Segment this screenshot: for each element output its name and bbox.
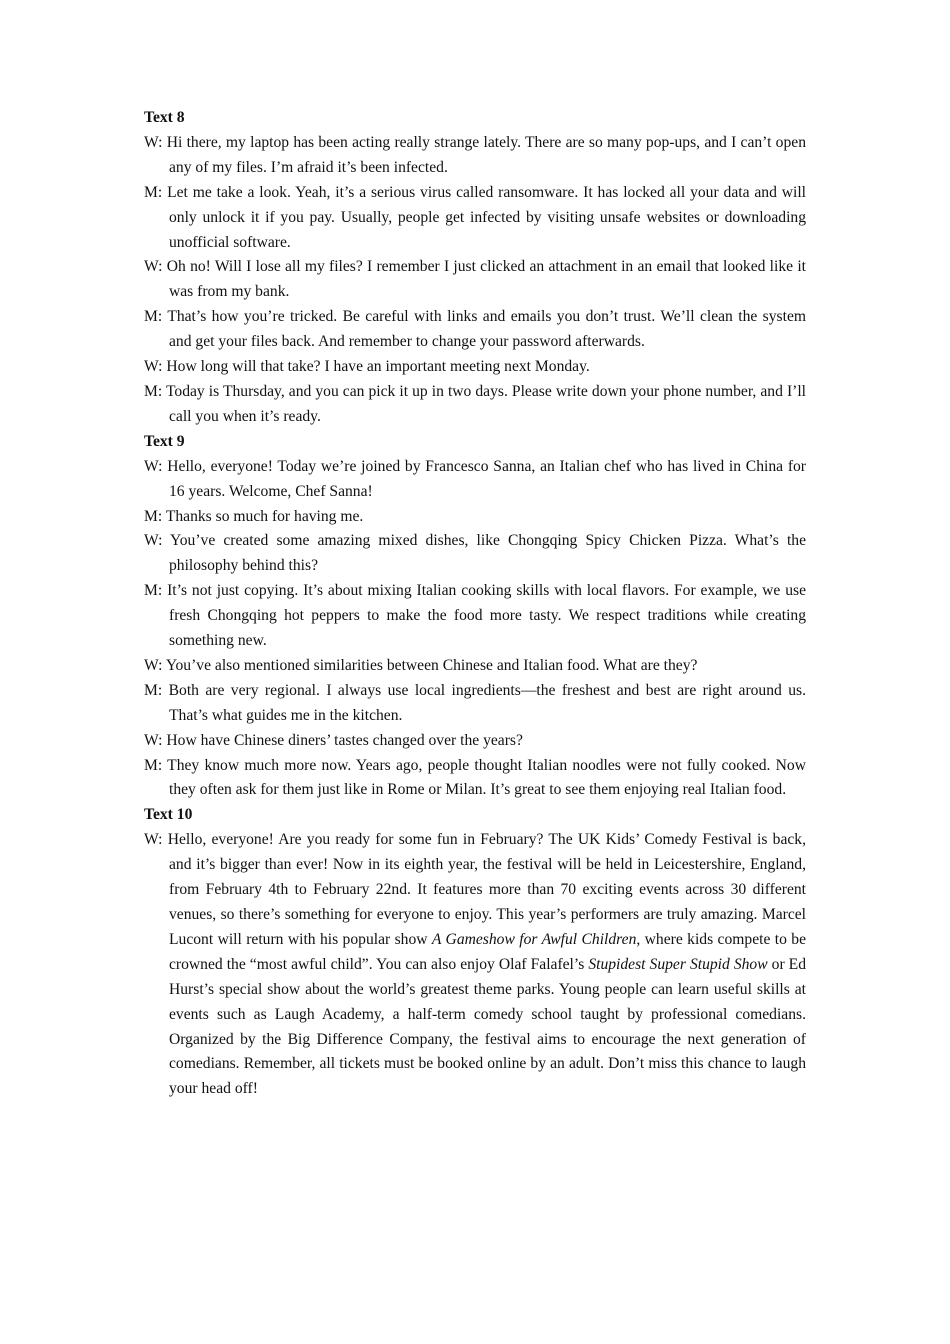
speaker-label: M: — [144, 308, 163, 326]
speaker-label: W: — [144, 831, 163, 849]
monologue-text-part-1: Hello, everyone! Are you ready for some fun in February? The UK Kids’ Comedy Festival is back, and it’s bigger than ever! Now in its eighth year, the festival will be held in Leicestershire, England, from February 4th to February 22nd. It features more than 70 exciting events across 30 different venues, so there’s something for everyone to enjoy. This year’s performers are truly amazing. Marcel Lucont will return with his popular show — [167, 831, 806, 948]
dialogue-turn — [144, 131, 806, 181]
dialogue-turn — [144, 754, 806, 804]
section-heading-text-9: Text 9 — [144, 432, 185, 450]
dialogue-turn — [144, 380, 806, 430]
dialogue-turn — [144, 355, 806, 380]
speaker-label: M: — [144, 582, 163, 600]
dialogue-turn — [144, 654, 806, 679]
turn-text: They know much more now. Years ago, people thought Italian noodles were not fully cooked. Now they often ask for them just like in Rome or Milan. It’s great to see them enjoying real Italian food. — [167, 756, 806, 799]
speaker-label: M: — [144, 681, 163, 699]
turn-text: You’ve also mentioned similarities between Chinese and Italian food. What are they? — [165, 656, 698, 674]
show-title-stupidest: Stupidest Super Stupid Show — [588, 955, 768, 973]
dialogue-turn — [144, 455, 806, 505]
turn-text: It’s not just copying. It’s about mixing Italian cooking skills with local flavors. For example, we use fresh Chongqing hot peppers to make the food more tasty. We respect traditions while creating something new. — [167, 582, 806, 650]
speaker-label: M: — [144, 382, 163, 400]
speaker-label: W: — [144, 133, 163, 151]
dialogue-turn — [144, 305, 806, 355]
show-title-gameshow: A Gameshow for Awful Children — [431, 930, 637, 948]
document-page — [144, 106, 806, 1102]
speaker-label: M: — [144, 507, 163, 525]
speaker-label: W: — [144, 656, 163, 674]
dialogue-turn — [144, 529, 806, 579]
turn-text: Oh no! Will I lose all my files? I remember I just clicked an attachment in an email that looked like it was from my bank. — [166, 258, 806, 301]
dialogue-turn — [144, 579, 806, 654]
monologue-paragraph — [144, 828, 806, 1102]
dialogue-turn — [144, 729, 806, 754]
dialogue-turn — [144, 505, 806, 530]
turn-text: Hello, everyone! Today we’re joined by Francesco Sanna, an Italian chef who has lived in China for 16 years. Welcome, Chef Sanna! — [167, 457, 806, 500]
speaker-label: W: — [144, 532, 163, 550]
turn-text: Both are very regional. I always use local ingredients—the freshest and best are right around us. That’s what guides me in the kitchen. — [168, 681, 806, 724]
turn-text: Let me take a look. Yeah, it’s a serious virus called ransomware. It has locked all your data and will only unlock it if you pay. Usually, people get infected by visiting unsafe websites or downloading unofficial software. — [167, 183, 806, 251]
monologue-text-part-2: , where kids compete to be crowned the “most awful child”. You can also enjoy Olaf Falafel’s — [169, 930, 807, 973]
section-heading-text-8: Text 8 — [144, 109, 185, 126]
dialogue-turn — [144, 679, 806, 729]
turn-text: You’ve created some amazing mixed dishes, like Chongqing Spicy Chicken Pizza. What’s the philosophy behind this? — [169, 532, 807, 575]
dialogue-turn — [144, 255, 806, 305]
speaker-label: W: — [144, 258, 163, 276]
section-heading-text-10: Text 10 — [144, 806, 193, 824]
speaker-label: M: — [144, 756, 163, 774]
turn-text: How long will that take? I have an important meeting next Monday. — [166, 358, 590, 376]
turn-text: Thanks so much for having me. — [165, 507, 364, 525]
turn-text: How have Chinese diners’ tastes changed over the years? — [166, 731, 523, 749]
speaker-label: W: — [144, 457, 163, 475]
speaker-label: M: — [144, 183, 163, 201]
speaker-label: W: — [144, 731, 163, 749]
dialogue-turn — [144, 181, 806, 256]
monologue-text-part-3: or Ed Hurst’s special show about the world’s greatest theme parks. Young people can learn useful skills at events such as Laugh Academy, a half-term comedy school taught by professional comedians. Organized by the Big Difference Company, the festival aims to encourage the next generation of comedians. Remember, all tickets must be booked online by an adult. Don’t miss this chance to laugh your head off! — [169, 955, 806, 1098]
turn-text: That’s how you’re tricked. Be careful with links and emails you don’t trust. We’ll clean the system and get your files back. And remember to change your password afterwards. — [167, 308, 806, 351]
turn-text: Today is Thursday, and you can pick it up in two days. Please write down your phone number, and I’ll call you when it’s ready. — [165, 382, 806, 425]
turn-text: Hi there, my laptop has been acting really strange lately. There are so many pop-ups, and I can’t open any of my files. I’m afraid it’s been infected. — [166, 133, 806, 176]
speaker-label: W: — [144, 358, 163, 376]
